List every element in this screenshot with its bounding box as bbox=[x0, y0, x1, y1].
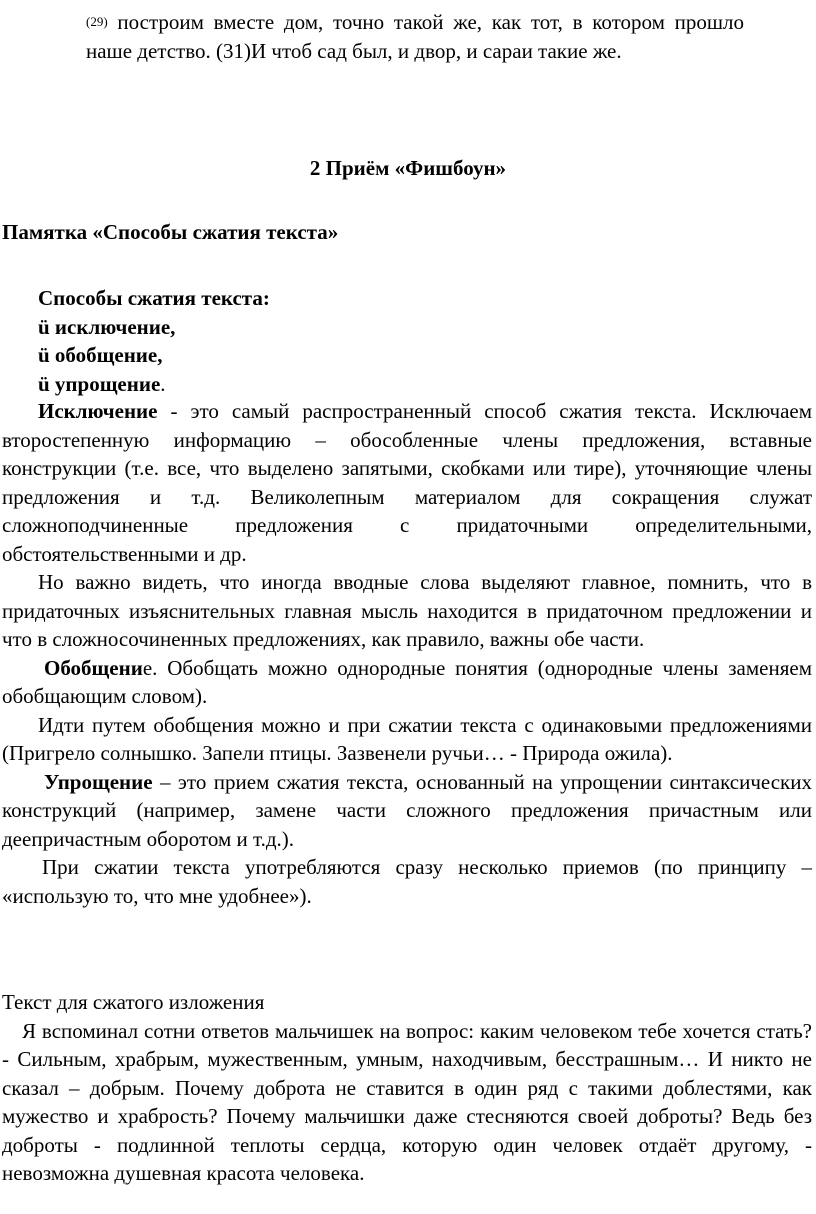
text-section-body: Я вспоминал сотни ответов мальчишек на вопрос: каким человеком тебе хочется стать? - Сильным, храбрым, мужественным, умным, находчивым, бесстрашным… И никто не сказал – добрым. Почему доброта не ставится в один ряд с такими доблестями, как мужество и храбрость? Почему мальчишки даже стесняются своей доброты? Ведь без доброты - подлинной теплоты сердца, которую один человек отдаёт другому, - невозможна душевная красота человека. bbox=[2, 1018, 812, 1185]
paragraph-simplification-text: – это прием сжатия текста, основанный на упрощении синтаксических конструкций (например, замене части сложного предложения причастным или деепричастным оборотом и т.д.). bbox=[2, 769, 812, 851]
paragraph-generalization bbox=[2, 654, 812, 711]
term-generalization: Обобщени bbox=[44, 655, 143, 680]
text-section-title: Текст для сжатого изложения bbox=[2, 990, 265, 1014]
paragraph-note: Но важно видеть, что иногда вводные слова выделяют главное, помнить, что в придаточных изъяснительных главная мысль находится в придаточном предложении и что в сложносочиненных предложениях, как правило, важны обе части. bbox=[2, 570, 812, 651]
text-section bbox=[2, 988, 812, 1188]
paragraph-generalization-2: Идти путем обобщения можно и при сжатии текста с одинаковыми предложениями (Пригрело солнышко. Запели птицы. Зазвенели ручьи… - Природа ожила). bbox=[2, 712, 812, 765]
method-item-exclusion: ü исключение, bbox=[38, 314, 176, 339]
paragraph-exclusion bbox=[2, 397, 812, 568]
term-simplification: Упрощение bbox=[44, 769, 153, 794]
intro-text: построим вместе дом, точно такой же, как тот, в котором прошло наше детство. (31)И чтоб сад был, и двор, и сараи такие же. bbox=[86, 10, 744, 63]
memo-title: Памятка «Способы сжатия текста» bbox=[2, 220, 339, 244]
sentence-number: (29) bbox=[86, 14, 108, 29]
intro-paragraph bbox=[86, 8, 744, 65]
paragraph-exclusion-text: - это самый распространенный способ сжатия текста. Исключаем второстепенную информацию – обособленные члены предложения, вставные конструкции (т.е. все, что выделено запятыми, скобками или тире), уточняющие члены предложения и т.д. Великолепным материалом для сокращения служат сложноподчиненные предложения с придаточными определительными, обстоятельственными и др. bbox=[2, 399, 812, 566]
method-item-generalization: ü обобщение, bbox=[38, 343, 163, 367]
memo-body bbox=[2, 397, 812, 910]
section-title: 2 Приём «Фишбоун» bbox=[309, 156, 507, 180]
methods-list bbox=[38, 284, 270, 398]
method-item-suffix: . bbox=[160, 371, 166, 396]
method-item-simplification-label: ü упрощение bbox=[38, 371, 161, 396]
term-exclusion: Исключение bbox=[38, 399, 158, 423]
paragraph-simplification bbox=[2, 768, 812, 854]
paragraph-summary: При сжатии текста употребляются сразу несколько приемов (по принципу – «использую то, что мне удобнее»). bbox=[2, 855, 812, 908]
methods-heading: Способы сжатия текста: bbox=[38, 286, 270, 310]
method-item-simplification bbox=[38, 370, 270, 399]
paragraph-generalization-text: е. Обобщать можно однородные понятия (однородные члены заменяем обобщающим словом). bbox=[2, 655, 812, 708]
